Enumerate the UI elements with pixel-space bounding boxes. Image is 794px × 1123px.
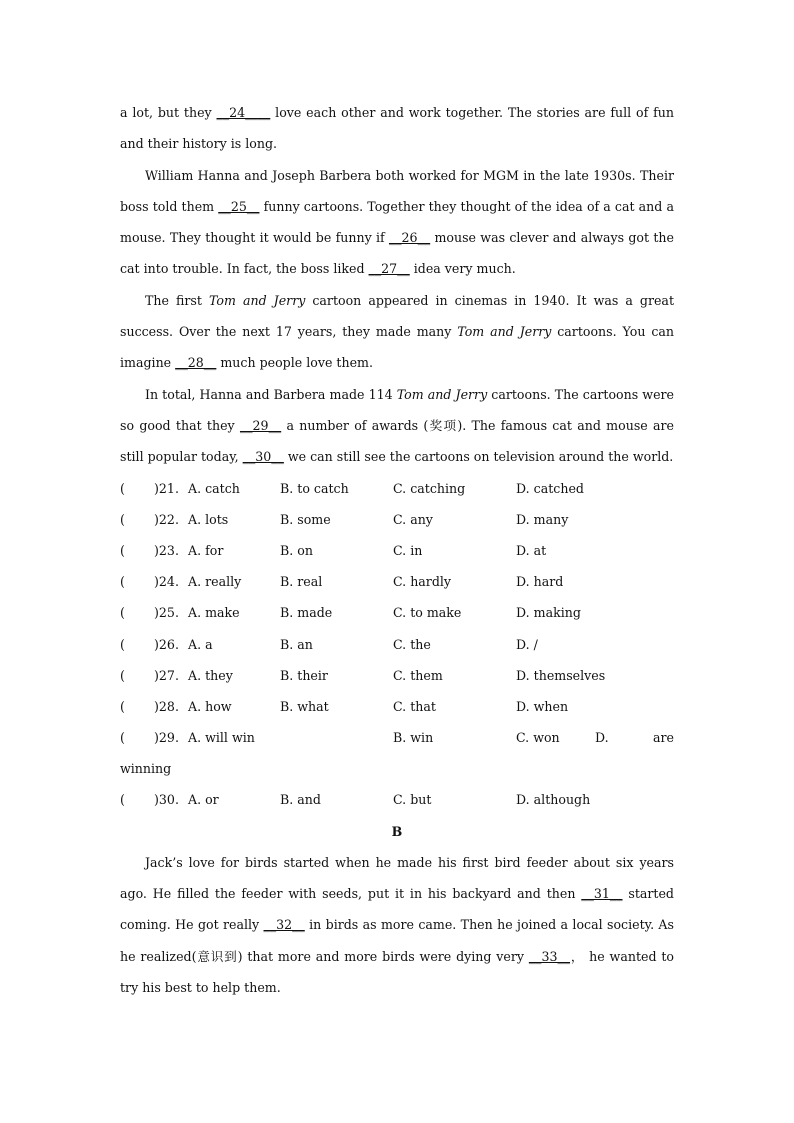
option-d: D. when <box>516 698 569 714</box>
text: in birds as more came. Then he joined a local society. As he realized(意识到) that more and more birds were dying very <box>120 917 674 964</box>
answer-paren[interactable]: ( <box>120 698 125 714</box>
option-c: C. catching <box>393 480 466 496</box>
question-number: )23. <box>154 542 179 558</box>
option-b: B. some <box>280 511 331 527</box>
option-a: A. for <box>188 542 224 558</box>
text: much people love them. <box>216 355 373 371</box>
question-28 <box>120 691 674 722</box>
option-d: D. hard <box>516 574 564 590</box>
option-d-label: D. <box>595 730 609 746</box>
option-a: A. or <box>188 792 219 808</box>
question-list <box>120 473 674 816</box>
section-heading-b: B <box>391 823 403 839</box>
option-c: C. the <box>393 636 431 652</box>
text: a number of awards (奖项). The famous cat and mouse are still popular today, <box>120 417 674 465</box>
blank-26: __26__ <box>388 230 431 246</box>
text: ， he wanted to try his best to help them. <box>120 948 674 996</box>
option-c: C. won <box>516 730 560 746</box>
option-d: D. at <box>516 542 547 558</box>
passage-a-paragraph-0 <box>120 97 674 160</box>
text: started coming. He got really <box>120 886 674 933</box>
text: funny cartoons. Together they thought of the idea of a cat and a mouse. They thought it would be funny if <box>120 198 674 246</box>
answer-paren[interactable]: ( <box>120 605 125 621</box>
question-number: )27. <box>154 667 179 683</box>
option-a: A. make <box>188 605 240 621</box>
answer-paren[interactable]: ( <box>120 574 125 590</box>
question-24 <box>120 566 674 597</box>
option-c: C. hardly <box>393 574 452 590</box>
question-29-continuation: winning <box>120 761 172 777</box>
option-d: D. catched <box>516 480 584 496</box>
text: cartoons. The cartoons were so good that they <box>120 386 674 433</box>
option-d: D. themselves <box>516 667 606 683</box>
option-b: B. an <box>280 636 313 652</box>
option-c: C. in <box>393 542 423 558</box>
question-30 <box>120 784 674 815</box>
answer-paren[interactable]: ( <box>120 480 125 496</box>
option-a: A. really <box>188 574 242 590</box>
text: The first <box>145 292 209 308</box>
option-a: A. lots <box>188 511 229 527</box>
question-26 <box>120 629 674 660</box>
option-d: D. many <box>516 511 569 527</box>
option-c: C. them <box>393 667 443 683</box>
blank-24: __24____ <box>216 105 271 120</box>
option-d: D. making <box>516 605 581 621</box>
passage-a-paragraph-3 <box>120 379 674 473</box>
blank-27: __27__ <box>368 261 410 277</box>
title-italic: Tom and Jerry <box>208 292 306 308</box>
text: William Hanna and Joseph Barbera both worked for MGM in the late 1930s. Their boss told them <box>120 167 674 214</box>
text: idea very much. <box>409 261 516 277</box>
question-number: )26. <box>154 636 179 652</box>
blank-25: __25__ <box>218 198 260 214</box>
option-d: D. / <box>516 636 538 652</box>
option-b: B. and <box>280 792 321 808</box>
text: Jack’s love for birds started when he made his first bird feeder about six years ago. He filled the feeder with seeds, put it in his backyard and then <box>120 854 674 902</box>
text: In total, Hanna and Barbera made 114 <box>145 386 397 402</box>
option-b: B. win <box>393 730 434 746</box>
question-23 <box>120 535 674 566</box>
option-c: C. that <box>393 698 436 714</box>
blank-32: __32__ <box>263 917 305 933</box>
option-a: A. a <box>188 636 213 652</box>
answer-paren[interactable]: ( <box>120 792 125 808</box>
text: mouse was clever and always got the cat into trouble. In fact, the boss liked <box>120 230 674 277</box>
document-page <box>120 97 674 1003</box>
answer-paren[interactable]: ( <box>120 730 125 746</box>
question-22 <box>120 504 674 535</box>
question-number: )29. <box>154 730 179 746</box>
option-a: A. they <box>188 667 233 683</box>
text: cartoons. You can imagine <box>120 324 674 371</box>
option-c: C. but <box>393 792 432 808</box>
text: love each other and work together. The stories are full of fun and their history is long. <box>120 105 675 152</box>
option-b: B. real <box>280 574 323 590</box>
blank-29: __29__ <box>239 417 282 433</box>
option-b: B. to catch <box>280 480 349 496</box>
option-a: A. will win <box>188 730 255 746</box>
answer-paren[interactable]: ( <box>120 636 125 652</box>
text: cartoon appeared in cinemas in 1940. It was a great success. Over the next 17 years, they made many <box>120 292 674 340</box>
question-21 <box>120 473 674 504</box>
blank-31: __31__ <box>581 886 623 902</box>
text: we can still see the cartoons on television around the world. <box>283 449 674 465</box>
question-number: )22. <box>154 511 179 527</box>
answer-paren[interactable]: ( <box>120 511 125 527</box>
option-a: A. catch <box>188 480 240 496</box>
passage-b-paragraph-0 <box>120 847 674 1003</box>
title-italic: Tom and Jerry <box>457 324 552 340</box>
option-b: B. their <box>280 667 328 683</box>
title-italic: Tom and Jerry <box>396 386 488 402</box>
option-b: B. what <box>280 698 329 714</box>
blank-28: __28__ <box>175 355 217 371</box>
question-number: )24. <box>154 574 179 590</box>
option-c: C. to make <box>393 605 462 621</box>
blank-33: __33__ <box>528 948 571 964</box>
passage-a-paragraph-2 <box>120 285 674 379</box>
question-number: )30. <box>154 792 179 808</box>
question-number: )28. <box>154 698 179 714</box>
text: a lot, but they <box>120 105 217 120</box>
answer-paren[interactable]: ( <box>120 667 125 683</box>
option-b: B. on <box>280 542 313 558</box>
answer-paren[interactable]: ( <box>120 542 125 558</box>
option-d: D. although <box>516 792 591 808</box>
blank-30: __30__ <box>242 449 284 465</box>
option-d-text: are <box>653 730 674 746</box>
option-a: A. how <box>188 698 232 714</box>
question-25 <box>120 597 674 628</box>
question-29 <box>120 722 674 753</box>
option-c: C. any <box>393 511 433 527</box>
option-b: B. made <box>280 605 333 621</box>
passage-a-paragraph-1 <box>120 160 674 285</box>
question-number: )21. <box>154 480 179 496</box>
question-number: )25. <box>154 605 179 621</box>
question-27 <box>120 660 674 691</box>
